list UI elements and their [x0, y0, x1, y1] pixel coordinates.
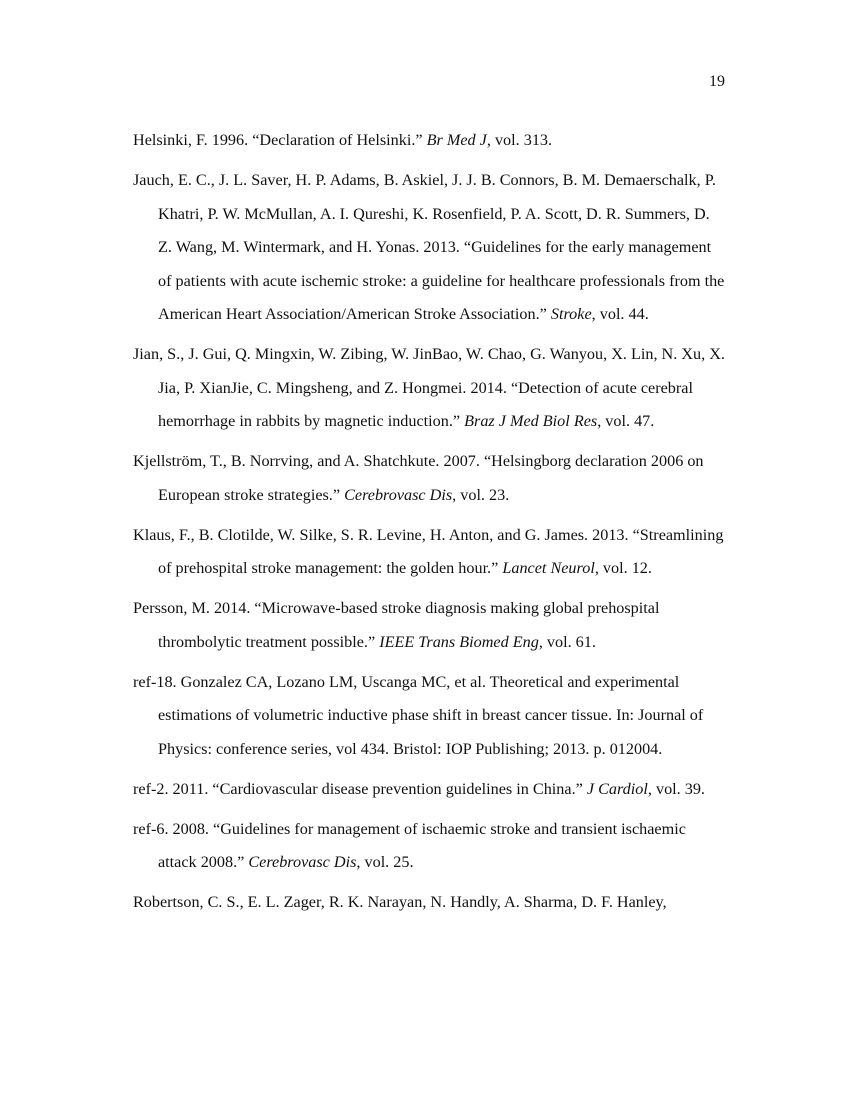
reference-entry [133, 124, 726, 158]
journal-title: IEEE Trans Biomed Eng [379, 632, 539, 651]
reference-entry [133, 666, 726, 767]
journal-title: Braz J Med Biol Res [464, 412, 598, 430]
reference-volume: , vol. 23. [452, 485, 510, 504]
reference-entry [133, 813, 726, 880]
journal-title: Cerebrovasc Dis [248, 853, 357, 871]
reference-text: ref-2. 2011. “Cardiovascular disease prevention guidelines in China.” [133, 779, 587, 798]
reference-text: ref-18. Gonzalez CA, Lozano LM, Uscanga MC, et al. Theoretical and experimental estimations of volumetric inductive phase shift in breast cancer tissue. In: Journal of Physics: conference series, vol 434. Bristol: IOP Publishing; 2013. p. 012004. [133, 672, 704, 758]
reference-text: Robertson, C. S., E. L. Zager, R. K. Narayan, N. Handly, A. Sharma, D. F. Hanley, [133, 893, 667, 911]
reference-entry [133, 445, 726, 512]
reference-volume: , vol. 12. [594, 559, 652, 577]
reference-entry [133, 519, 726, 586]
reference-text: Klaus, F., B. Clotilde, W. Silke, S. R. Levine, H. Anton, and G. James. 2013. “Streamlining of prehospital stroke management: the golden hour.” [133, 525, 724, 577]
reference-volume: , vol. 44. [591, 305, 649, 323]
reference-list [133, 124, 726, 926]
reference-entry [133, 592, 726, 659]
reference-text: Jauch, E. C., J. L. Saver, H. P. Adams, B. Askiel, J. J. B. Connors, B. M. Demaerschalk, P. Khatri, P. W. McMullan, A. I. Qureshi, K. Rosenfield, P. A. Scott, D. R. Summers, D. Z. Wang, M. Wintermark, and H. Yonas. 2013. “Guidelines for the early management of patients with acute ischemic stroke: a guideline for healthcare professionals from the American Heart Association/American Stroke Association.” [133, 171, 725, 323]
reference-text: Persson, M. 2014. “Microwave-based stroke diagnosis making global prehospital thrombolytic treatment possible.” [133, 599, 660, 651]
page-number: 19 [709, 73, 725, 90]
reference-text: Jian, S., J. Gui, Q. Mingxin, W. Zibing, W. JinBao, W. Chao, G. Wanyou, X. Lin, N. Xu, X. Jia, P. XianJie, C. Mingsheng, and Z. Hongmei. 2014. “Detection of acute cerebral hemorrhage in rabbits by magnetic induction.” [133, 345, 725, 430]
journal-title: Stroke [550, 305, 592, 323]
journal-title: J Cardiol [586, 779, 648, 798]
journal-title: Cerebrovasc Dis [344, 485, 453, 504]
journal-title: Br Med J [426, 131, 487, 149]
reference-volume: , vol. 25. [356, 853, 414, 871]
reference-text: Kjellström, T., B. Norrving, and A. Shatchkute. 2007. “Helsingborg declaration 2006 on European stroke strategies.” [133, 452, 704, 504]
reference-volume: , vol. 47. [597, 412, 655, 430]
reference-text: Helsinki, F. 1996. “Declaration of Helsinki.” [133, 131, 427, 149]
journal-title: Lancet Neurol [502, 559, 595, 577]
reference-volume: , vol. 313. [486, 131, 553, 149]
reference-entry [133, 886, 726, 920]
reference-text: ref-6. 2008. “Guidelines for management of ischaemic stroke and transient ischaemic attack 2008.” [133, 819, 686, 871]
reference-volume: , vol. 61. [538, 632, 596, 651]
reference-entry [133, 164, 726, 332]
reference-entry [133, 338, 726, 439]
reference-entry [133, 773, 726, 807]
reference-volume: , vol. 39. [647, 779, 705, 798]
